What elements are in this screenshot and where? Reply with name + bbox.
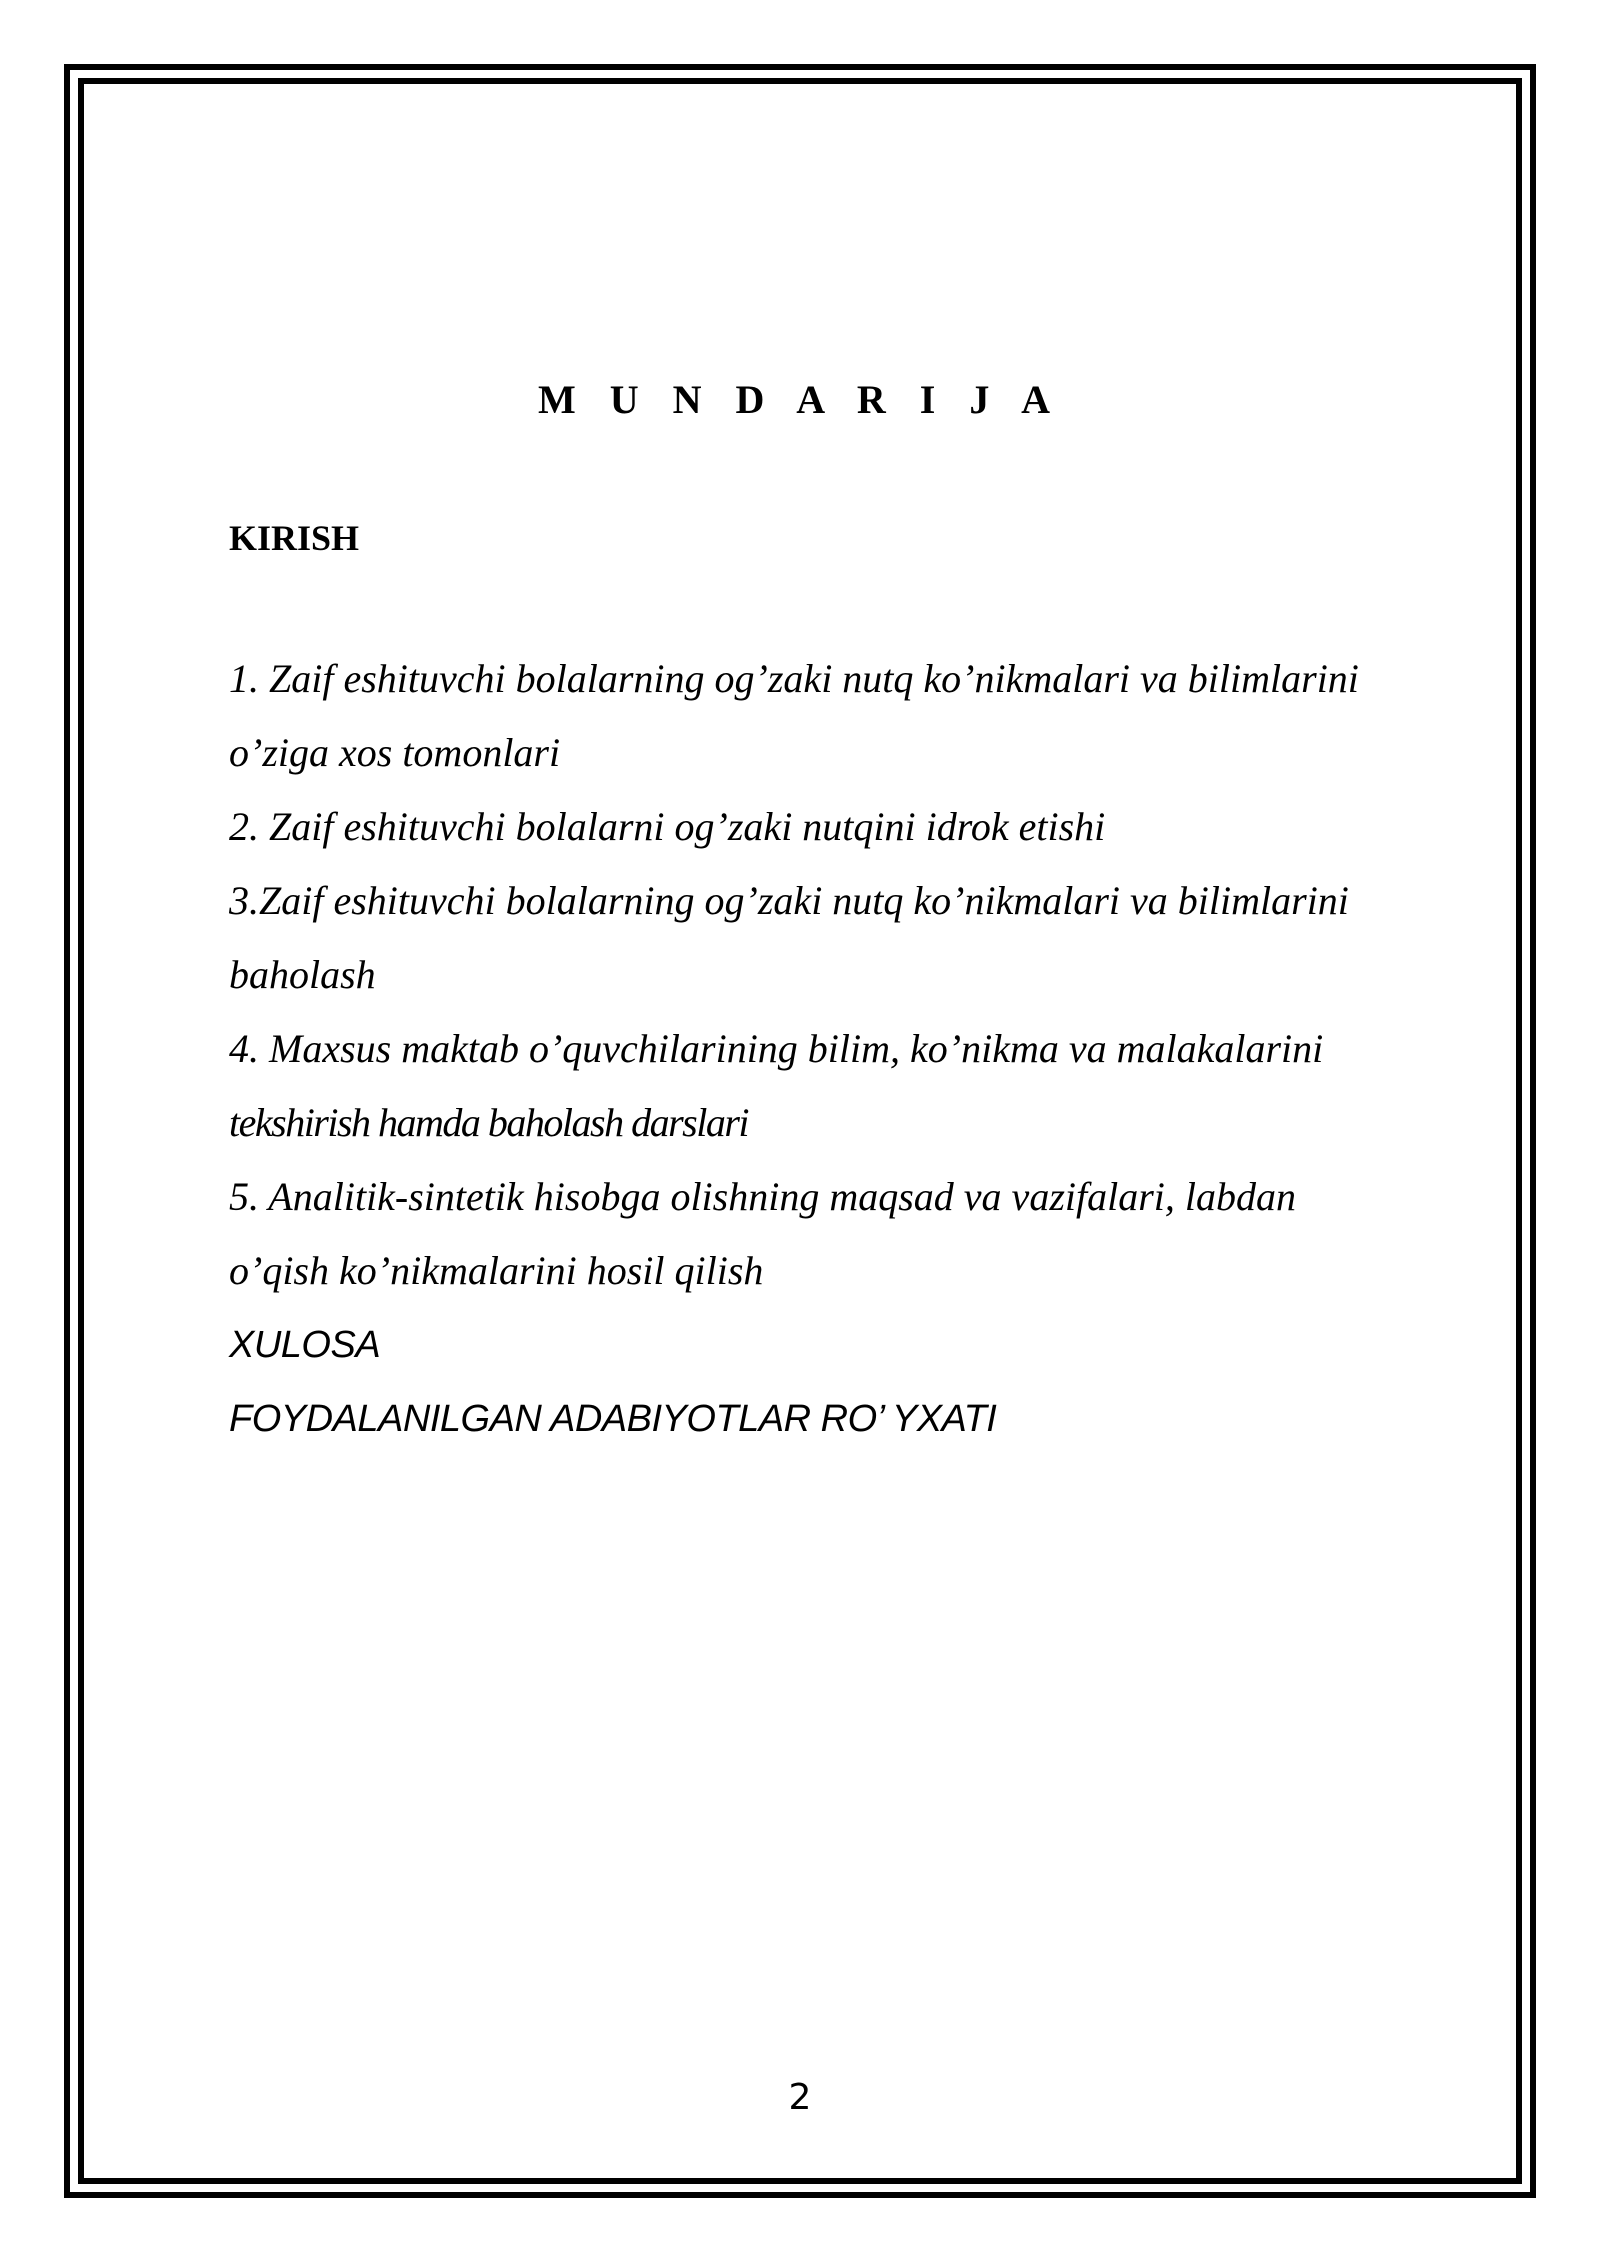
toc-item-4-line-1: 4. Maxsus maktab o’quvchilarining bilim, ko’nikma va malakalarini [229, 1026, 1324, 1071]
toc-item-5-line-2: o’qish ko’nikmalarini hosil qilish [229, 1248, 764, 1293]
toc-item-4-line-2: tekshirish hamda baholash darslari [229, 1100, 749, 1145]
page-title: M U N D A R I J A [537, 377, 1063, 422]
toc-item-1-line-2: o’ziga xos tomonlari [229, 730, 561, 775]
toc-item-references [229, 1382, 1459, 1456]
toc-item-5-line-1: 5. Analitik-sintetik hisobga olishning maqsad va vazifalari, labdan [229, 1174, 1297, 1219]
toc-item-2-line-1: 2. Zaif eshituvchi bolalarni og’zaki nutqini idrok etishi [229, 804, 1106, 849]
toc-item-5 [229, 1160, 1459, 1308]
page-number: 2 [788, 2077, 812, 2118]
toc-item-1 [229, 642, 1459, 790]
toc-item-4 [229, 1012, 1459, 1160]
toc-item-references-line-1: FOYDALANILGAN ADABIYOTLAR RO’ YXATI [229, 1398, 997, 1440]
table-of-contents [229, 642, 1459, 1456]
toc-item-conclusion [229, 1308, 1459, 1382]
toc-item-2 [229, 790, 1459, 864]
toc-item-conclusion-line-1: XULOSA [229, 1324, 381, 1366]
toc-item-1-line-1: 1. Zaif eshituvchi bolalarning og’zaki nutq ko’nikmalari va bilimlarini [229, 656, 1359, 701]
toc-intro: KIRISH [229, 518, 360, 558]
toc-item-3-line-2: baholash [229, 952, 376, 997]
toc-item-3-line-1: 3.Zaif eshituvchi bolalarning og’zaki nutq ko’nikmalari va bilimlarini [229, 878, 1349, 923]
toc-item-3 [229, 864, 1459, 1012]
